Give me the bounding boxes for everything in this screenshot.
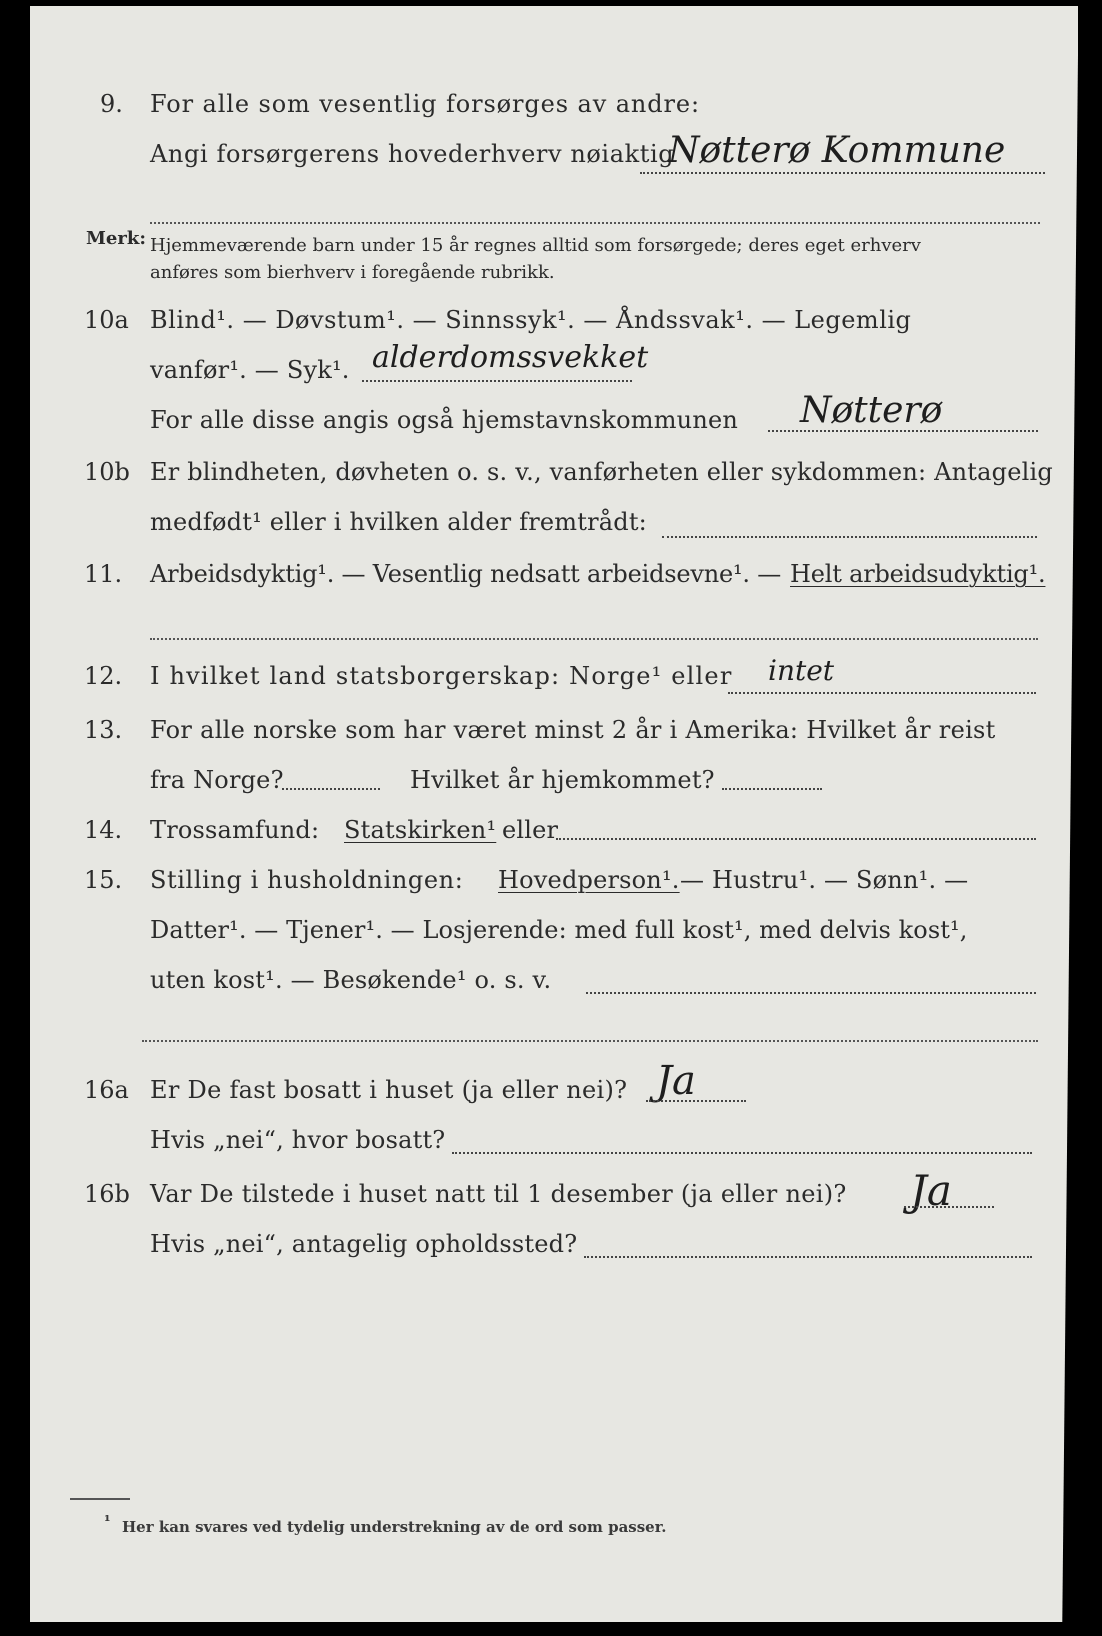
q11-number: 11. bbox=[84, 560, 123, 588]
q16b-line1: Var De tilstede i huset natt til 1 desember (ja eller nei)? bbox=[150, 1180, 847, 1208]
q16b-answer: Ja bbox=[910, 1166, 952, 1215]
q15-answer-line bbox=[586, 992, 1036, 994]
q16a-where-line bbox=[452, 1152, 1032, 1154]
q12-answer-line bbox=[728, 692, 1036, 694]
q9-line2: Angi forsørgerens hovederhverv nøiaktig bbox=[150, 140, 675, 168]
q16a-line1: Er De fast bosatt i huset (ja eller nei)? bbox=[150, 1076, 628, 1104]
q13-return-line bbox=[722, 788, 822, 790]
q13-number: 13. bbox=[84, 716, 123, 744]
q16a-answer-line bbox=[646, 1100, 746, 1102]
q14-number: 14. bbox=[84, 816, 123, 844]
q16b-number: 16b bbox=[84, 1180, 130, 1208]
q12-number: 12. bbox=[84, 662, 123, 690]
footnote-rule bbox=[70, 1498, 130, 1500]
q10b-answer-line bbox=[662, 536, 1037, 538]
q15-line3: uten kost¹. — Besøkende¹ o. s. v. bbox=[150, 966, 552, 994]
q10a-number: 10a bbox=[84, 306, 129, 334]
q12-answer: intet bbox=[768, 654, 835, 687]
q16b-line2: Hvis „nei“, antagelig opholdssted? bbox=[150, 1230, 578, 1258]
q13-line1: For alle norske som har været minst 2 år i Amerika: Hvilket år reist bbox=[150, 716, 996, 744]
q14-part1: Trossamfund: bbox=[150, 816, 320, 844]
q15-number: 15. bbox=[84, 866, 123, 894]
q9-answer-line bbox=[640, 172, 1045, 174]
q15-extra-line bbox=[142, 1040, 1038, 1042]
q11-extra-line bbox=[150, 638, 1038, 640]
q10a-answer2-line bbox=[768, 430, 1038, 432]
q15-part2: Hovedperson¹. bbox=[498, 866, 680, 894]
q13-depart-line bbox=[282, 788, 380, 790]
q14-answer-line bbox=[556, 838, 1036, 840]
footnote-text: Her kan svares ved tydelig understrekning av de ord som passer. bbox=[122, 1518, 667, 1536]
q10a-line3: For alle disse angis også hjemstavnskommunen bbox=[150, 406, 739, 434]
q15-part3: — Hustru¹. — Sønn¹. — bbox=[680, 866, 969, 894]
q14-part3: eller bbox=[502, 816, 559, 844]
q10a-answer1: alderdomssvekket bbox=[372, 340, 649, 375]
q16a-number: 16a bbox=[84, 1076, 129, 1104]
q16a-answer: Ja bbox=[656, 1058, 696, 1104]
merk-line1: Hjemmeværende barn under 15 år regnes alltid som forsørgede; deres eget erhverv bbox=[150, 235, 921, 256]
q11-part1: Arbeidsdyktig¹. — Vesentlig nedsatt arbeidsevne¹. — bbox=[150, 560, 782, 588]
q16b-place-line bbox=[584, 1256, 1032, 1258]
merk-label: Merk: bbox=[86, 228, 146, 249]
q10a-answer1-line bbox=[362, 380, 632, 382]
q10b-number: 10b bbox=[84, 458, 130, 486]
q10a-line1: Blind¹. — Døvstum¹. — Sinnssyk¹. — Åndssvak¹. — Legemlig bbox=[150, 306, 912, 334]
q10b-line2: medfødt¹ eller i hvilken alder fremtrådt: bbox=[150, 508, 647, 536]
q9-answer: Nøtterø Kommune bbox=[668, 130, 1006, 171]
q15-line2: Datter¹. — Tjener¹. — Losjerende: med full kost¹, med delvis kost¹, bbox=[150, 916, 968, 944]
q12-line1: I hvilket land statsborgerskap: Norge¹ eller bbox=[150, 662, 733, 690]
footnote-mark: ¹ bbox=[104, 1512, 111, 1530]
q9-extra-line bbox=[150, 222, 1040, 224]
q11-part2: Helt arbeidsudyktig¹. bbox=[790, 560, 1046, 588]
q13-part2: Hvilket år hjemkommet? bbox=[410, 766, 715, 794]
q16a-line2: Hvis „nei“, hvor bosatt? bbox=[150, 1126, 446, 1154]
q10a-answer2: Nøtterø bbox=[800, 390, 943, 431]
q10b-line1: Er blindheten, døvheten o. s. v., vanførheten eller sykdommen: Antagelig bbox=[150, 458, 1053, 486]
q13-part1: fra Norge? bbox=[150, 766, 284, 794]
q16b-answer-line bbox=[904, 1206, 994, 1208]
q9-line1: For alle som vesentlig forsørges av andre: bbox=[150, 90, 701, 118]
q14-part2: Statskirken¹ bbox=[344, 816, 497, 844]
q9-number: 9. bbox=[100, 90, 123, 118]
merk-line2: anføres som bierhverv i foregående rubrikk. bbox=[150, 262, 555, 283]
q15-part1: Stilling i husholdningen: bbox=[150, 866, 464, 894]
q10a-line2: vanfør¹. — Syk¹. bbox=[150, 356, 350, 384]
